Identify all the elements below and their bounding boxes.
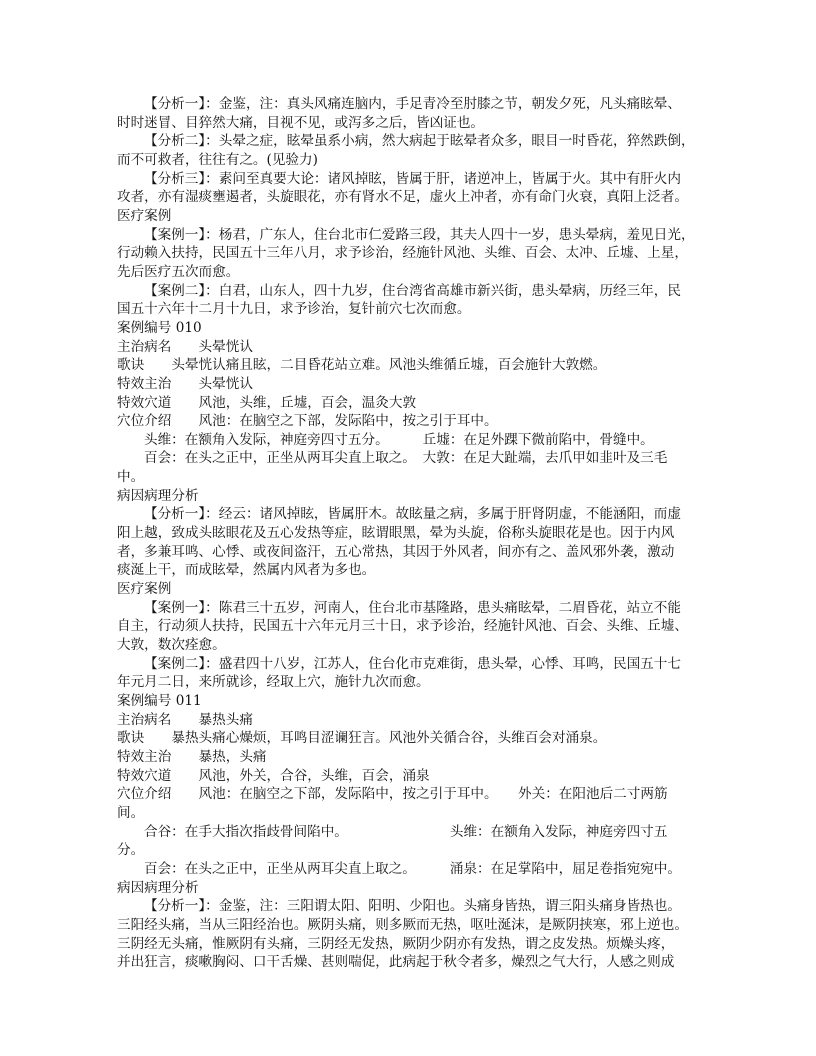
text-line: 主治病名 暴热头痛 xyxy=(117,711,253,728)
text-line: 歌诀 头晕恍认痛且眩，二目昏花站立难。风池头维循丘墟，百会施针大敦燃。 xyxy=(117,357,607,374)
text-line: 大敦，数次痊愈。 xyxy=(117,637,226,654)
text-line: 间。 xyxy=(117,804,145,821)
text-line: 病因病理分析 xyxy=(117,487,199,504)
text-line: 时时迷冒、目猝然大痛，目视不见，或泻多之后，皆凶证也。 xyxy=(117,114,485,131)
text-line: 并出狂言，痰嗽胸闷、口干舌燥、甚则喘促，此病起于秋令者多，燥烈之气大行，人感之则成 xyxy=(117,954,675,971)
text-line: 者，多兼耳鸣、心悸、或夜间盗汗，五心常热，其因于外风者，间亦有之、盖风邪外袭，激动 xyxy=(117,543,675,560)
text-line: 痰涎上干，而成眩晕，然属内风者为多也。 xyxy=(117,562,376,579)
text-line: 自主，行动须人扶持，民国五十六年元月三十日，求予诊治，经施针风池、百会、头维、丘墟、 xyxy=(117,618,688,635)
text-line: 特效穴道 风池，外关，合谷，头维，百会，涌泉 xyxy=(117,767,430,784)
text-line: 头维：在额角入发际，神庭旁四寸五分。 丘墟：在足外踝下微前陷中，骨缝中。 xyxy=(144,431,654,448)
text-line: 特效主治 暴热，头痛 xyxy=(117,748,267,765)
text-line: 案例编号 010 xyxy=(117,319,202,336)
text-line: 百会：在头之正中，正坐从两耳尖直上取之。 涌泉：在足掌陷中，屈足卷指宛宛中。 xyxy=(144,860,681,877)
text-line: 合谷：在手大指次指歧骨间陷中。 头维：在额角入发际，神庭旁四寸五 xyxy=(144,823,668,840)
text-line: 穴位介绍 风池：在脑空之下部，发际陷中，按之引于耳中。 xyxy=(117,413,498,430)
text-line: 而不可救者，往往有之。(见验力) xyxy=(117,151,318,168)
text-line: 医疗案例 xyxy=(117,207,172,224)
text-line: 【分析一】：经云：诸风掉眩，皆属肝木。故眩量之病，多属于肝肾阴虚，不能涵阳，而虚 xyxy=(144,506,681,523)
text-line: 【案例一】：杨君，广东人，住台北市仁爱路三段，其夫人四十一岁，患头晕病，羞见日光， xyxy=(144,226,695,243)
text-line: 分。 xyxy=(117,842,145,859)
text-line: 三阳经头痛，当从三阳经治也。厥阴头痛，则多厥而无热，呕吐涎沫，是厥阴挟寒，邪上逆也。 xyxy=(117,916,688,933)
text-line: 中。 xyxy=(117,469,145,486)
text-line: 三阴经无头痛，惟厥阴有头痛，三阴经无发热，厥阴少阴亦有发热，谓之皮发热。烦燥头疼， xyxy=(117,935,675,952)
text-line: 【案例一】：陈君三十五岁，河南人，住台北市基隆路，患头痛眩晕，二眉昏花，站立不能 xyxy=(144,599,681,616)
text-line: 病因病理分析 xyxy=(117,879,199,896)
document-body xyxy=(117,95,707,972)
text-line: 先后医疗五次而愈。 xyxy=(117,263,240,280)
text-line: 【分析二】：头晕之症，眩晕虽系小病，然大病起于眩晕者众多，眼目一时昏花，猝然跌倒， xyxy=(144,133,695,150)
text-line: 阳上越，致成头眩眼花及五心发热等症，眩谓眼黑，晕为头旋，俗称头旋眼花是也。因于内风 xyxy=(117,525,675,542)
text-line: 【分析一】：金鉴，注：三阳谓太阳、阳明、少阳也。头痛身皆热，谓三阳头痛身皆热也。 xyxy=(144,898,681,915)
text-line: 【案例二】：盛君四十八岁，江苏人，住台化市克难街，患头晕，心悸、耳鸣，民国五十七 xyxy=(144,655,681,672)
text-line: 案例编号 011 xyxy=(117,693,202,709)
text-line: 攻者，亦有湿痰壅遏者，头旋眼花，亦有肾水不足，虚火上冲者，亦有命门火衰，真阳上泛者。 xyxy=(117,189,688,206)
text-line: 【分析一】：金鉴，注：真头风痛连脑内，手足青冷至肘膝之节，朝发夕死，凡头痛眩晕、 xyxy=(144,96,681,112)
text-line: 医疗案例 xyxy=(117,581,172,598)
text-line: 【案例二】：白君，山东人，四十九岁，住台湾省高雄市新兴街，患头晕病，历经三年，民 xyxy=(144,282,681,299)
text-line: 歌诀 暴热头痛心燥烦，耳鸣目涩谰狂言。风池外关循合谷，头维百会对涌泉。 xyxy=(117,730,607,747)
text-line: 年元月二日，来所就诊，经取上穴，施针九次而愈。 xyxy=(117,674,430,691)
text-line: 【分析三】：素问至真要大论：诸风掉眩，皆属于肝，诸逆冲上，皆属于火。其中有肝火内 xyxy=(144,170,681,187)
text-line: 穴位介绍 风池：在脑空之下部，发际陷中，按之引于耳中。 外关：在阳池后二寸两筋 xyxy=(117,786,668,803)
text-line: 特效主治 头晕恍认 xyxy=(117,375,253,392)
text-line: 百会：在头之正中，正坐从两耳尖直上取之。 大敦：在足大趾端，去爪甲如韭叶及三毛 xyxy=(144,450,668,467)
text-line: 国五十六年十二月十九日，求予诊治，复针前穴七次而愈。 xyxy=(117,301,471,318)
text-line: 行动赖入扶持，民国五十三年八月，求予诊治，经施针风池、头维、百会、太冲、丘墟、上星， xyxy=(117,245,688,262)
text-line: 特效穴道 风池，头维，丘墟，百会，温灸大敦 xyxy=(117,394,417,411)
text-line: 主治病名 头晕恍认 xyxy=(117,338,253,355)
